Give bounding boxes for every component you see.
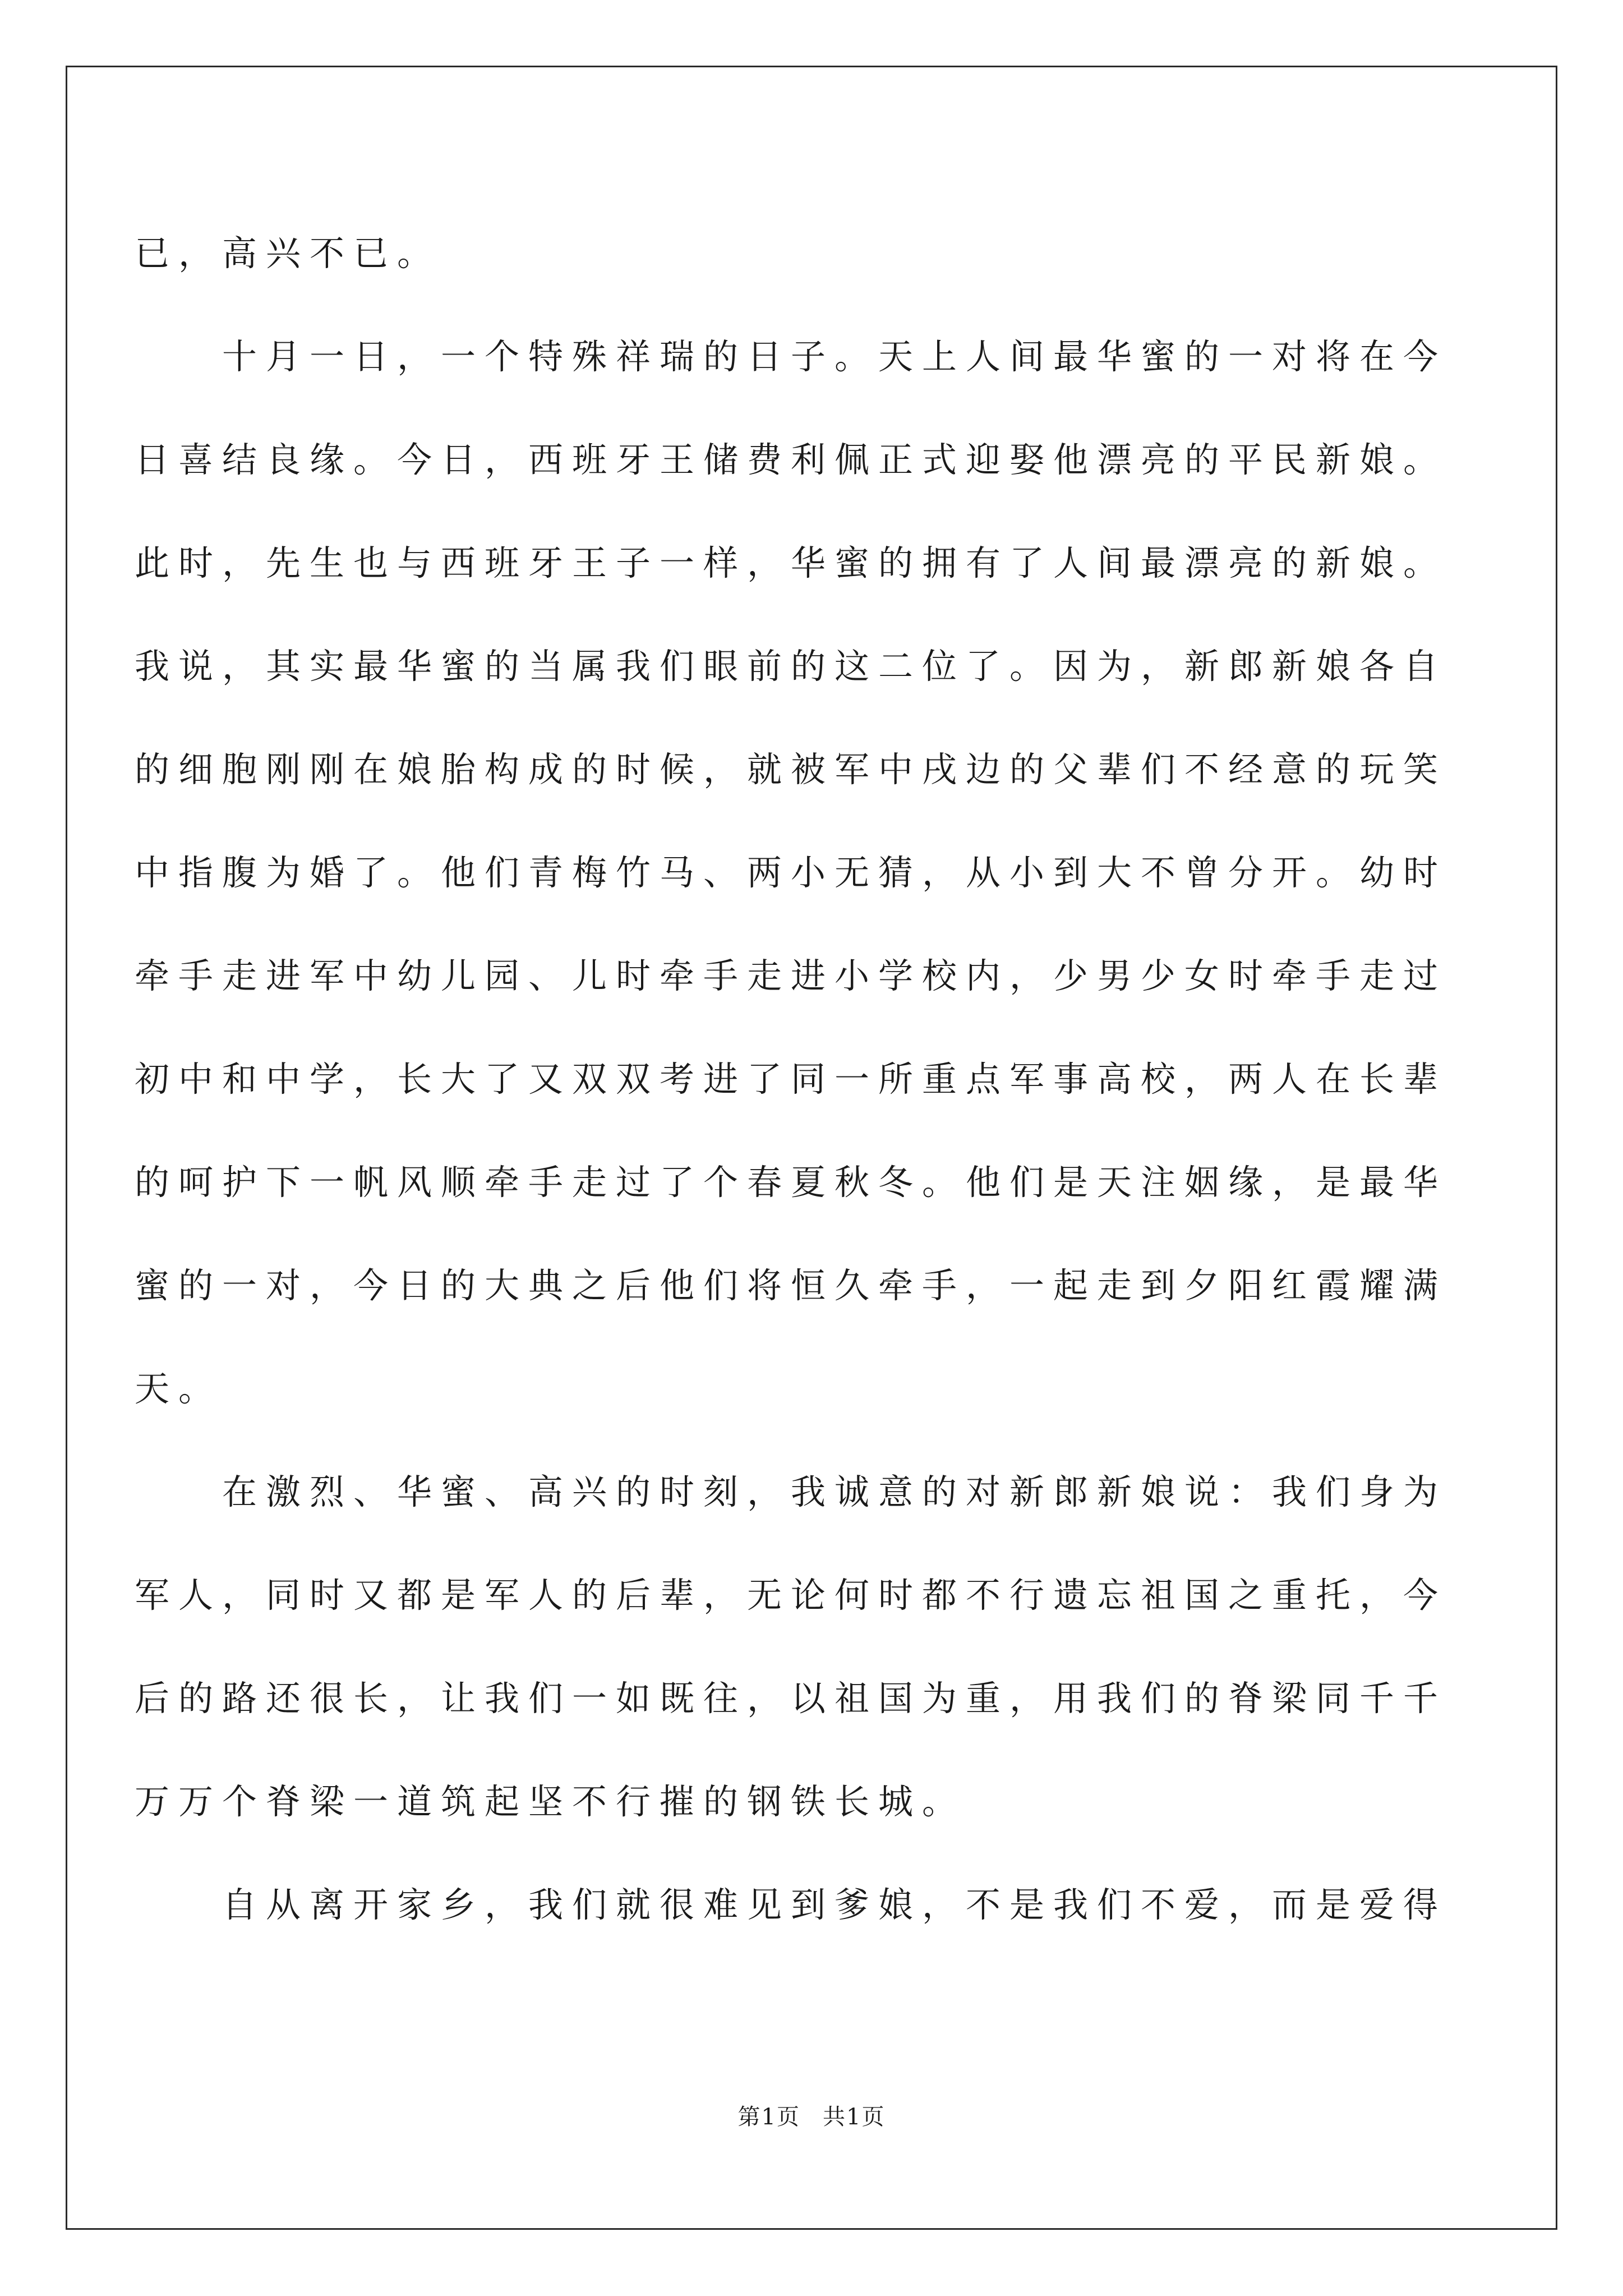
page-total: 共1页 (823, 2104, 886, 2130)
paragraph-parents: 自从离开家乡，我们就很难见到爹娘，不是我们不爱，而是爱得 (222, 1884, 1447, 1925)
paragraph-continuation: 已，高兴不已。 (135, 233, 441, 274)
document-body (135, 202, 1447, 1957)
page-number: 第1页 (737, 2104, 800, 2130)
page-footer (0, 2099, 1623, 2131)
paragraph-military-wishes: 在激烈、华蜜、高兴的时刻，我诚意的对新郎新娘说：我们身为军人，同时又都是军人的后辈，无论何时都不行遗忘祖国之重托，今后的路还很长，让我们一如既往，以祖国为重，用我们的脊梁同千千万万个脊梁一道筑起坚不行摧的钢铁长城。 (135, 1471, 1447, 1822)
paragraph-wedding-story: 十月一日，一个特殊祥瑞的日子。天上人间最华蜜的一对将在今日喜结良缘。今日，西班牙王储费利佩正式迎娶他漂亮的平民新娘。此时，先生也与西班牙王子一样，华蜜的拥有了人间最漂亮的新娘。我说，其实最华蜜的当属我们眼前的这二位了。因为，新郎新娘各自的细胞刚刚在娘胎构成的时候，就被军中戌边的父辈们不经意的玩笑中指腹为婚了。他们青梅竹马、两小无猜，从小到大不曾分开。幼时牵手走进军中幼儿园、儿时牵手走进小学校内，少男少女时牵手走过初中和中学，长大了又双双考进了同一所重点军事高校，两人在长辈的呵护下一帆风顺牵手走过了个春夏秋冬。他们是天注姻缘，是最华蜜的一对，今日的大典之后他们将恒久牵手，一起走到夕阳红霞耀满天。 (135, 336, 1447, 1409)
